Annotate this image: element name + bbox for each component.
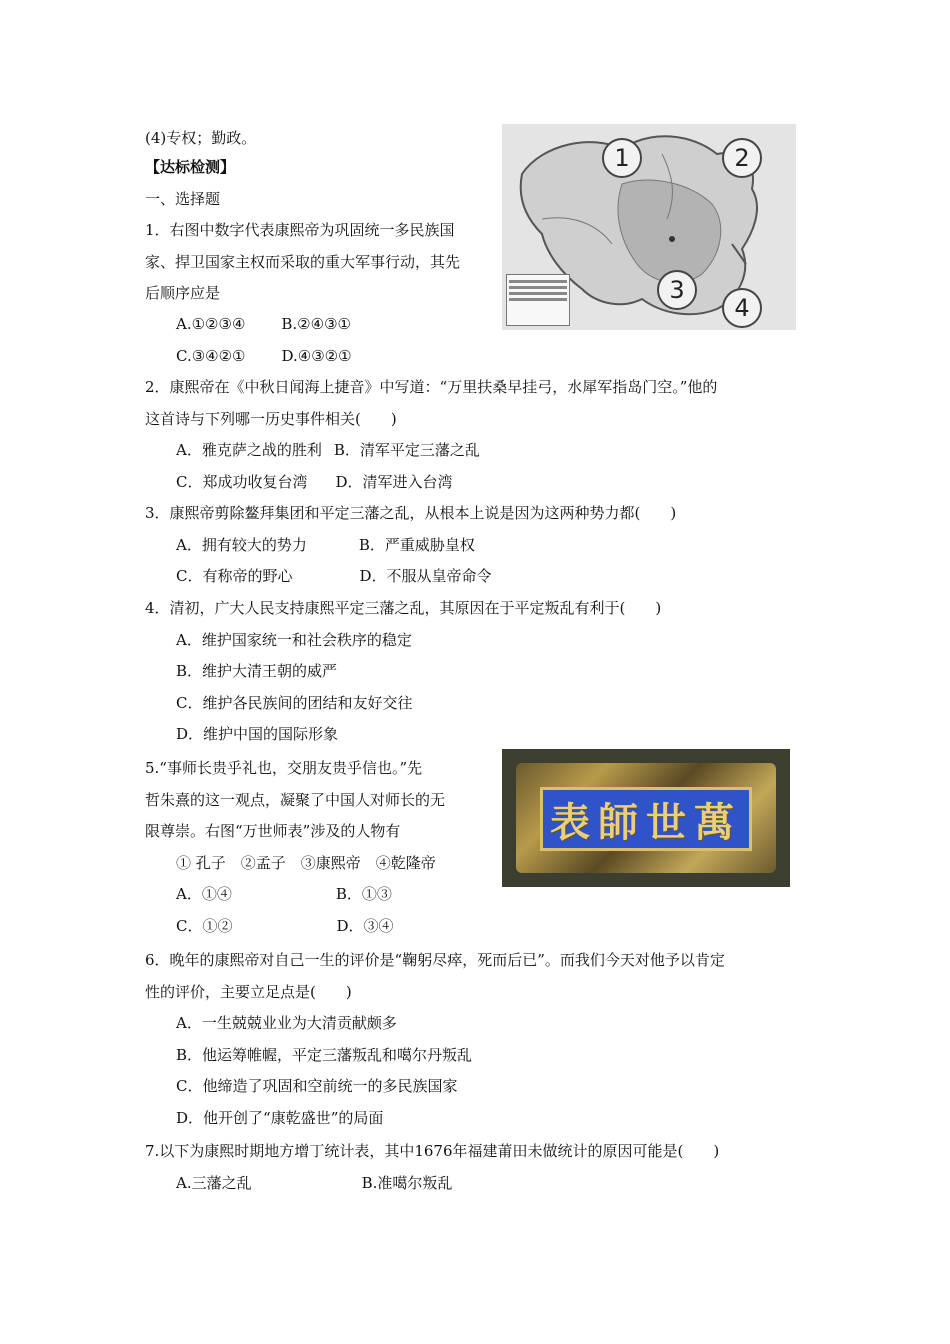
answer-line: (4)专权；勤政。	[145, 129, 257, 147]
plaque-inscription: 表師世萬	[550, 798, 742, 846]
q2-option-a: A．雅克萨之战的胜利	[176, 441, 322, 459]
q3-option-b: B．严重威胁皇权	[358, 536, 475, 554]
q3-options-row2	[176, 566, 492, 586]
map-legend	[506, 274, 570, 326]
q5-items: ① 孔子 ②孟子 ③康熙帝 ④乾隆帝	[176, 854, 436, 872]
q5-options-row2	[176, 916, 394, 936]
q5-options-row1	[176, 884, 392, 904]
q6-option-d: D．他开创了“康乾盛世”的局面	[176, 1109, 384, 1127]
q6-option-b: B．他运筹帷幄，平定三藩叛乱和噶尔丹叛乱	[176, 1046, 473, 1064]
q7-options	[176, 1173, 452, 1193]
q4-option-b: B．维护大清王朝的威严	[176, 662, 338, 680]
q1-stem-2: 家、捍卫国家主权而采取的重大军事行动，其先	[145, 253, 461, 271]
q5-option-c: C．①②	[176, 917, 233, 935]
q2-stem-2: 这首诗与下列哪一历史事件相关( )	[145, 410, 397, 428]
q3-option-a: A．拥有较大的势力	[176, 536, 307, 554]
q3-options-row1	[176, 535, 475, 555]
q1-options-row1	[176, 314, 351, 334]
q1-option-d: D.④③②①	[281, 347, 352, 365]
q1-option-c: C.③④②①	[176, 347, 246, 365]
q5-stem-1: 5.“事师长贵乎礼也，交朋友贵乎信也。”先	[145, 759, 423, 777]
q2-options-row2	[176, 472, 453, 492]
q5-option-a: A．①④	[176, 885, 232, 903]
map-marker-2: 2	[722, 138, 762, 178]
wanshi-shibiao-plaque-photo	[502, 749, 790, 887]
q7-option-a: A.三藩之乱	[176, 1174, 252, 1192]
q6-stem-1: 6．晚年的康熙帝对自己一生的评价是“鞠躬尽瘁，死而后已”。而我们今天对他予以肯定	[145, 951, 725, 969]
map-marker-4: 4	[722, 288, 762, 328]
plaque-panel	[540, 787, 752, 851]
map-marker-3: 3	[657, 270, 697, 310]
q1-stem-1: 1．右图中数字代表康熙帝为巩固统一多民族国	[145, 221, 455, 239]
question-type: 一、选择题	[145, 190, 221, 208]
q6-option-c: C．他缔造了巩固和空前统一的多民族国家	[176, 1077, 458, 1095]
q4-option-a: A．维护国家统一和社会秩序的稳定	[176, 631, 412, 649]
q1-option-b: B.②④③①	[281, 315, 351, 333]
q5-option-d: D．③④	[336, 917, 394, 935]
q2-stem-1: 2．康熙帝在《中秋日闻海上捷音》中写道：“万里扶桑早挂弓，水犀军指岛门空。”他的	[145, 378, 718, 396]
q5-stem-2: 哲朱熹的这一观点，凝聚了中国人对师长的无	[145, 791, 446, 809]
map-marker-1: 1	[602, 138, 642, 178]
q2-option-c: C．郑成功收复台湾	[176, 473, 308, 491]
q6-option-a: A．一生兢兢业业为大清贡献颇多	[176, 1014, 397, 1032]
q6-stem-2: 性的评价，主要立足点是( )	[145, 983, 352, 1001]
q4-option-d: D．维护中国的国际形象	[176, 725, 339, 743]
qing-map-figure	[502, 124, 796, 330]
q3-option-c: C．有称帝的野心	[176, 567, 293, 585]
q7-stem: 7.以下为康熙时期地方增丁统计表，其中1676年福建莆田未做统计的原因可能是( )	[145, 1142, 720, 1160]
q2-options-row1	[176, 440, 480, 460]
q3-option-d: D．不服从皇帝命令	[359, 567, 492, 585]
q2-option-b: B．清军平定三藩之乱	[333, 441, 480, 459]
q5-stem-3: 限尊崇。右图“万世师表”涉及的人物有	[145, 822, 401, 840]
q4-option-c: C．维护各民族间的团结和友好交往	[176, 694, 413, 712]
q4-stem: 4．清初，广大人民支持康熙平定三藩之乱，其原因在于平定叛乱有利于( )	[145, 599, 662, 617]
q2-option-d: D．清军进入台湾	[335, 473, 453, 491]
section-heading: 【达标检测】	[145, 158, 236, 176]
q3-stem: 3．康熙帝剪除鳌拜集团和平定三藩之乱，从根本上说是因为这两种势力都( )	[145, 504, 677, 522]
q7-option-b: B.准噶尔叛乱	[361, 1174, 453, 1192]
q1-stem-3: 后顺序应是	[145, 284, 221, 302]
q1-options-row2	[176, 346, 352, 366]
q5-option-b: B．①③	[335, 885, 392, 903]
q1-option-a: A.①②③④	[176, 315, 246, 333]
